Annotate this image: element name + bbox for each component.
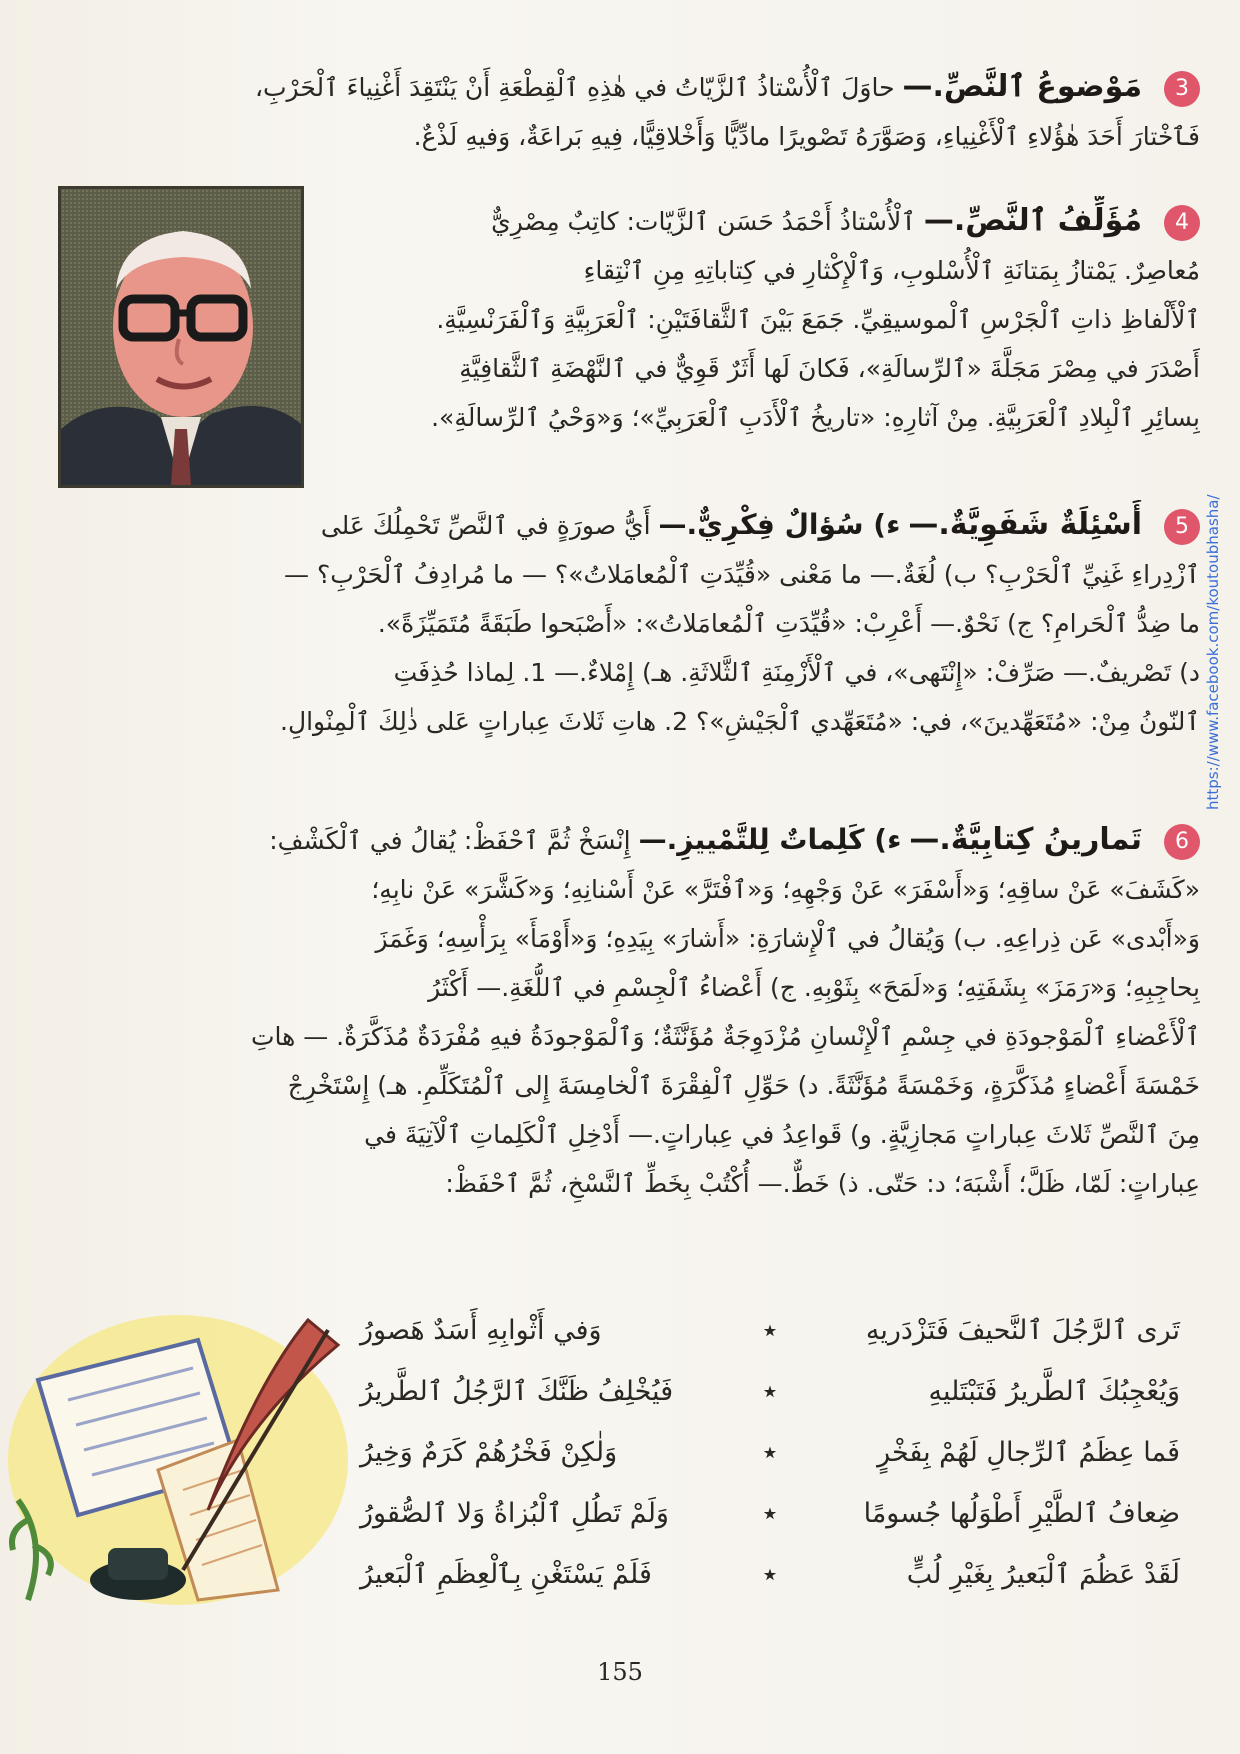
verse-separator: ٭ bbox=[762, 1437, 778, 1468]
section-heading: تَمارينُ كِتابِيَّةٌ.— bbox=[909, 822, 1143, 857]
paragraph-text: خَمْسَةَ أَعْضاءٍ مُذَكَّرَةٍ، وَخَمْسَةً مُؤَنَّثَةً. د) حَوِّلِ ٱلْفِقْرَةَ ٱلْخامِسَةَ إِلى ٱلْمُتَكَلِّمِ. هـ) إِسْتَخْرِجْ bbox=[287, 1071, 1200, 1100]
paragraph-text: د) تَصْريفٌ.— صَرِّفْ: «إِنْتَهى»، في ٱلْأَزْمِنَةِ ٱلثَّلاثَةِ. هـ) إِمْلاءٌ.— 1. لِماذا حُذِفَتِ bbox=[393, 658, 1200, 687]
paragraph-text: بِحاجِبِهِ؛ وَ«رَمَزَ» بِشَفَتِهِ؛ وَ«لَمَحَ» بِثَوْبِهِ. ج) أَعْضاءُ ٱلْجِسْمِ في ٱللُّغَةِ.— أَكْثَرُ bbox=[428, 973, 1200, 1002]
page-number: 155 bbox=[597, 1658, 643, 1686]
paragraph-text: حاوَلَ ٱلْأُسْتاذُ ٱلزَّيّاتُ في هٰذِهِ ٱلْقِطْعَةِ أَنْ يَنْتَقِدَ أَغْنِياءَ ٱلْحَرْبِ، bbox=[254, 73, 895, 102]
paragraph-text: «كَشَفَ» عَنْ ساقِهِ؛ وَ«أَسْفَرَ» عَنْ وَجْهِهِ؛ وَ«ٱفْتَرَّ» عَنْ أَسْنانِهِ؛ وَ«كَشَّرَ» عَنْ نابِهِ؛ bbox=[371, 875, 1200, 904]
verse-second-hemistich: فَيُخْلِفُ ظَنَّكَ ٱلرَّجُلُ ٱلطَّريرُ bbox=[360, 1376, 674, 1407]
subsection-heading: ء) كَلِماتٌ لِلتَّمْييزِ.— bbox=[638, 823, 902, 856]
verse-first-hemistich: فَما عِظَمُ ٱلرِّجالِ لَهُمْ بِفَخْرٍ bbox=[877, 1437, 1180, 1468]
section-heading: مُؤَلِّفُ ٱلنَّصِّ.— bbox=[923, 203, 1143, 238]
quill-inkwell-icon bbox=[8, 1300, 368, 1610]
section-6 bbox=[50, 815, 1200, 1208]
section-number-badge: 6 bbox=[1164, 824, 1200, 860]
author-portrait-illustration bbox=[61, 189, 301, 485]
section-number-badge: 3 bbox=[1164, 71, 1200, 107]
verse-separator: ٭ bbox=[762, 1559, 778, 1590]
poem-verse bbox=[360, 1300, 1180, 1361]
paragraph-text: إِنْسَخْ ثُمَّ ٱحْفَظْ: يُقالُ في ٱلْكَشْفِ: bbox=[269, 826, 631, 855]
verse-first-hemistich: وَيُعْجِبُكَ ٱلطَّريرُ فَتَبْتَليهِ bbox=[928, 1376, 1180, 1407]
section-4 bbox=[330, 196, 1200, 442]
paragraph-text: فَٱخْتارَ أَحَدَ هٰؤُلاءِ ٱلْأَغْنِياءِ، وَصَوَّرَهُ تَصْويرًا مادِّيًّا وَأَخْلاقِيًّا، فِيهِ بَراعَةٌ، وَفيهِ لَذْعٌ. bbox=[413, 122, 1200, 151]
verse-second-hemistich: وَفي أَثْوابِهِ أَسَدٌ هَصورُ bbox=[360, 1315, 602, 1346]
paragraph-text: وَ«أَبْدى» عَن ذِراعِهِ. ب) وَيُقالُ في ٱلْإِشارَةِ: «أَشارَ» بِيَدِهِ؛ وَ«أَوْمَأَ» بِرَأْسِهِ؛ وَغَمَزَ bbox=[375, 924, 1200, 953]
watermark-link[interactable]: https://www.facebook.com/koutoubhasha/ bbox=[1204, 494, 1222, 810]
paragraph-text: أَيُّ صورَةٍ في ٱلنَّصِّ تَحْمِلُكَ عَلى bbox=[320, 511, 651, 540]
paragraph-text: ٱلنّونُ مِنْ: «مُتَعَهِّدينَ»، في: «مُتَعَهِّدي ٱلْجَيْشِ»؟ 2. هاتِ ثَلاثَ عِباراتٍ عَلى ذٰلِكَ ٱلْمِنْوالِ. bbox=[280, 707, 1200, 736]
verse-second-hemistich: وَلَمْ تَطُلِ ٱلْبُزاةُ وَلا ٱلصُّقورُ bbox=[360, 1498, 669, 1529]
paragraph-text: مُعاصِرٌ. يَمْتازُ بِمَتانَةِ ٱلْأُسْلوبِ، وَٱلْإِكْثارِ في كِتاباتِهِ مِنِ ٱنْتِقاءِ bbox=[583, 256, 1200, 285]
poem-verse bbox=[360, 1422, 1180, 1483]
paragraph-text: ٱلْأَلْفاظِ ذاتِ ٱلْجَرْسِ ٱلْموسيقِيِّ. جَمَعَ بَيْنَ ٱلثَّقافَتَيْنِ: ٱلْعَرَبِيَّةِ وَٱلْفَرَنْسِيَّةِ. bbox=[436, 305, 1200, 334]
section-5-line-1 bbox=[50, 500, 1200, 550]
section-3-line-1 bbox=[50, 62, 1200, 112]
verse-second-hemistich: فَلَمْ يَسْتَغْنِ بِٱلْعِظَمِ ٱلْبَعيرُ bbox=[360, 1559, 652, 1590]
poem bbox=[360, 1300, 1180, 1605]
section-heading: مَوْضوعُ ٱلنَّصِّ.— bbox=[902, 69, 1143, 104]
verse-separator: ٭ bbox=[762, 1376, 778, 1407]
paragraph-text: ٱلْأَعْضاءِ ٱلْمَوْجودَةِ في جِسْمِ ٱلْإِنْسانِ مُزْدَوِجَةٌ مُؤَنَّثَةٌ؛ وَٱلْمَوْجودَةُ فيهِ مُفْرَدَةٌ مُذَكَّرَةٌ. — هاتِ bbox=[250, 1022, 1200, 1051]
section-3 bbox=[50, 62, 1200, 161]
paragraph-text: أَصْدَرَ في مِصْرَ مَجَلَّةَ «ٱلرِّسالَةِ»، فَكانَ لَها أَثَرٌ قَوِيٌّ في ٱلنَّهْضَةِ ٱلثَّقافِيَّةِ bbox=[459, 354, 1200, 383]
verse-first-hemistich: تَرى ٱلرَّجُلَ ٱلنَّحيفَ فَتَزْدَريهِ bbox=[865, 1315, 1180, 1346]
verse-first-hemistich: ضِعافُ ٱلطَّيْرِ أَطْوَلُها جُسومًا bbox=[863, 1498, 1180, 1529]
quill-scroll-illustration bbox=[8, 1300, 368, 1610]
verse-separator: ٭ bbox=[762, 1315, 778, 1346]
poem-verse bbox=[360, 1483, 1180, 1544]
paragraph-text: ٱزْدِراءِ غَنِيِّ ٱلْحَرْبِ؟ ب) لُغَةٌ.— ما مَعْنى «قُيِّدَتِ ٱلْمُعامَلاتُ»؟ — ما مُرادِفُ ٱلْحَرْبِ؟ — bbox=[284, 560, 1200, 589]
poem-verse bbox=[360, 1361, 1180, 1422]
paragraph-text: مِنَ ٱلنَّصِّ ثَلاثَ عِباراتٍ مَجازِيَّةٍ. و) قَواعِدُ في عِباراتٍ.— أَدْخِلِ ٱلْكَلِماتِ ٱلْآتِيَةَ في bbox=[364, 1120, 1200, 1149]
subsection-heading: ء) سُؤالٌ فِكْرِيٌّ.— bbox=[658, 508, 901, 541]
section-6-line-1 bbox=[50, 815, 1200, 865]
paragraph-text: ما ضِدُّ ٱلْحَرامِ؟ ج) نَحْوٌ.— أَعْرِبْ: «قُيِّدَتِ ٱلْمُعامَلاتُ»: «أَصْبَحوا طَبَقَةً مُتَمَيِّزَةً». bbox=[377, 609, 1200, 638]
poem-verse bbox=[360, 1544, 1180, 1605]
paragraph-text: عِباراتٍ: لَمّا، ظَلَّ؛ أَشْبَهَ؛ د: حَتّى. ذ) خَطٌّ.— أُكْتُبْ بِخَطِّ ٱلنَّسْخِ، ثُمَّ ٱحْفَظْ: bbox=[445, 1169, 1200, 1198]
verse-second-hemistich: وَلٰكِنْ فَخْرُهُمْ كَرَمٌ وَخِيرُ bbox=[360, 1437, 618, 1468]
verse-separator: ٭ bbox=[762, 1498, 778, 1529]
paragraph-text: بِسائِرِ ٱلْبِلادِ ٱلْعَرَبِيَّةِ. مِنْ آثارِهِ: «تاريخُ ٱلْأَدَبِ ٱلْعَرَبِيِّ»؛ وَ«وَحْيُ ٱلرِّسالَةِ». bbox=[431, 403, 1200, 432]
section-number-badge: 4 bbox=[1164, 205, 1200, 241]
verse-first-hemistich: لَقَدْ عَظُمَ ٱلْبَعيرُ بِغَيْرِ لُبٍّ bbox=[906, 1559, 1180, 1590]
section-4-line-1 bbox=[330, 196, 1200, 246]
section-5 bbox=[50, 500, 1200, 746]
paragraph-text: ٱلْأُسْتاذُ أَحْمَدُ حَسَن ٱلزَّيّات: كاتِبٌ مِصْرِيٌّ bbox=[491, 207, 916, 236]
section-heading: أَسْئِلَةٌ شَفَوِيَّةٌ.— bbox=[908, 507, 1143, 542]
section-number-badge: 5 bbox=[1164, 509, 1200, 545]
author-portrait bbox=[58, 186, 304, 488]
